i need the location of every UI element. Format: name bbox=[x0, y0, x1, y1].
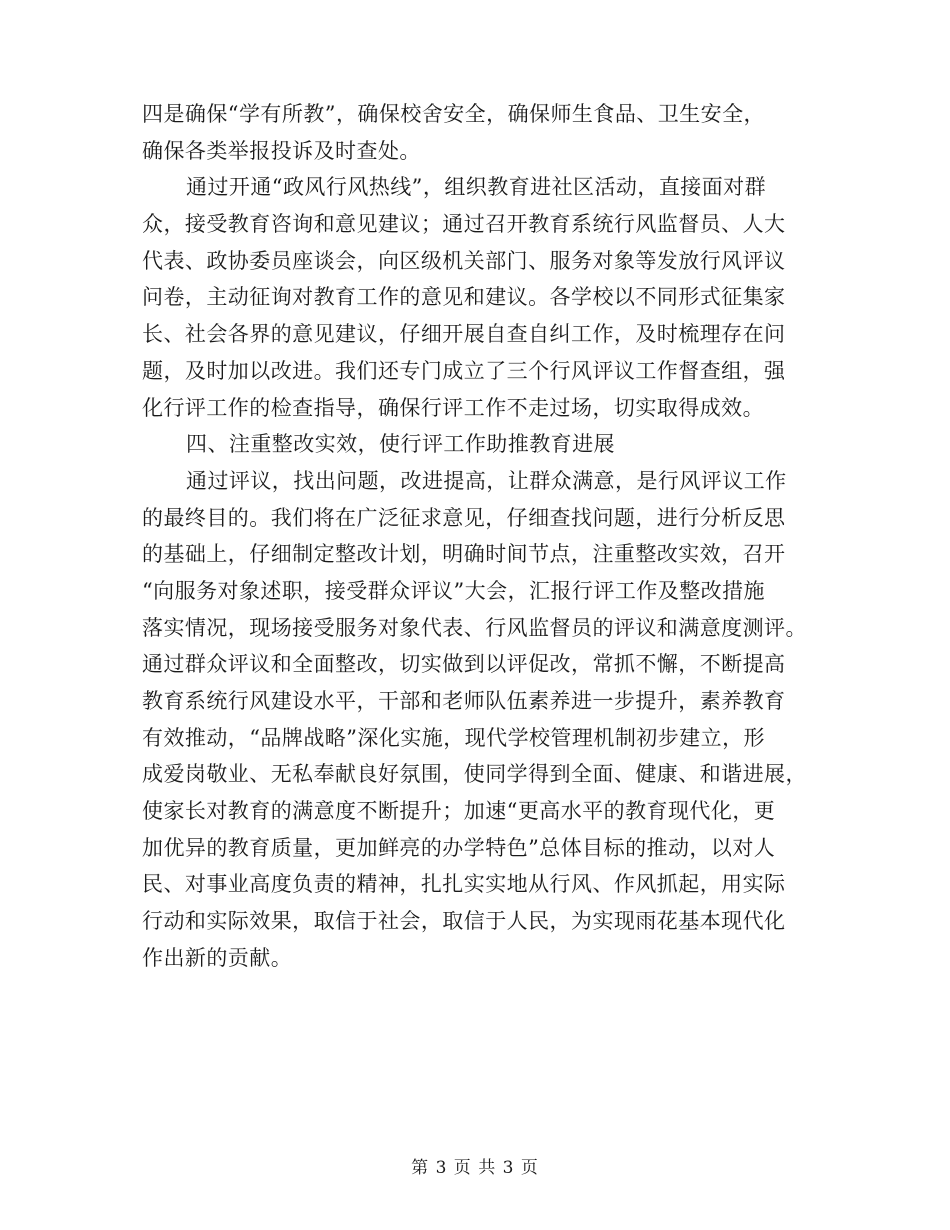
text-line: 行动和实际效果，取信于社会，取信于人民，为实现雨花基本现代化 bbox=[142, 909, 786, 934]
section-heading: 四、注重整改实效，使行评工作助推教育进展 bbox=[186, 432, 615, 457]
text-line: 教育系统行风建设水平，干部和老师队伍素养进一步提升，素养教育 bbox=[142, 689, 786, 713]
text-line: 民、对事业高度负责的精神，扎扎实实地从行风、作风抓起，用实际 bbox=[142, 872, 786, 897]
text-line: 确保各类举报投诉及时查处。 bbox=[142, 138, 421, 163]
text-line: 四是确保“学有所教”，确保校舍安全，确保师生食品、卫生安全， bbox=[142, 102, 765, 126]
paragraph-start-line: 通过评议，找出问题，改进提高，让群众满意，是行风评议工作 bbox=[186, 468, 787, 493]
text-line: 代表、政协委员座谈会，向区级机关部门、服务对象等发放行风评议 bbox=[142, 248, 786, 273]
text-line: 的基础上，仔细制定整改计划，明确时间节点，注重整改实效，召开 bbox=[142, 542, 786, 567]
document-body bbox=[142, 96, 810, 977]
text-line: 长、社会各界的意见建议，仔细开展自查自纠工作，及时梳理存在问 bbox=[142, 322, 786, 347]
text-line: 化行评工作的检查指导，确保行评工作不走过场，切实取得成效。 bbox=[142, 395, 765, 420]
text-line: 通过群众评议和全面整改，切实做到以评促改，常抓不懈，不断提高 bbox=[142, 652, 786, 677]
text-line: 加优异的教育质量，更加鲜亮的办学特色”总体目标的推动，以对人 bbox=[142, 835, 776, 860]
text-line: 使家长对教育的满意度不断提升；加速“更高水平的教育现代化，更 bbox=[142, 799, 776, 824]
text-line: 有效推动，“品牌战略”深化实施，现代学校管理机制初步建立，形 bbox=[142, 725, 765, 750]
text-line: 的最终目的。我们将在广泛征求意见，仔细查找问题，进行分析反思 bbox=[142, 505, 786, 530]
text-line: 题，及时加以改进。我们还专门成立了三个行风评议工作督查组，强 bbox=[142, 358, 786, 383]
paragraph-start-line: 通过开通“政风行风热线”，组织教育进社区活动，直接面对群 bbox=[186, 175, 767, 200]
text-line: 众，接受教育咨询和意见建议；通过召开教育系统行风监督员、人大 bbox=[142, 212, 786, 237]
text-line: 问卷，主动征询对教育工作的意见和建议。各学校以不同形式征集家 bbox=[142, 285, 786, 310]
text-line: “向服务对象述职，接受群众评议”大会，汇报行评工作及整改措施 bbox=[142, 578, 765, 603]
text-line: 作出新的贡献。 bbox=[142, 945, 293, 970]
text-line: 落实情况，现场接受服务对象代表、行风监督员的评议和满意度测评。 bbox=[142, 615, 807, 640]
page-number-footer: 第 3 页 共 3 页 bbox=[411, 1158, 539, 1178]
text-line: 成爱岗敬业、无私奉献良好氛围，使同学得到全面、健康、和谐进展， bbox=[142, 762, 807, 787]
